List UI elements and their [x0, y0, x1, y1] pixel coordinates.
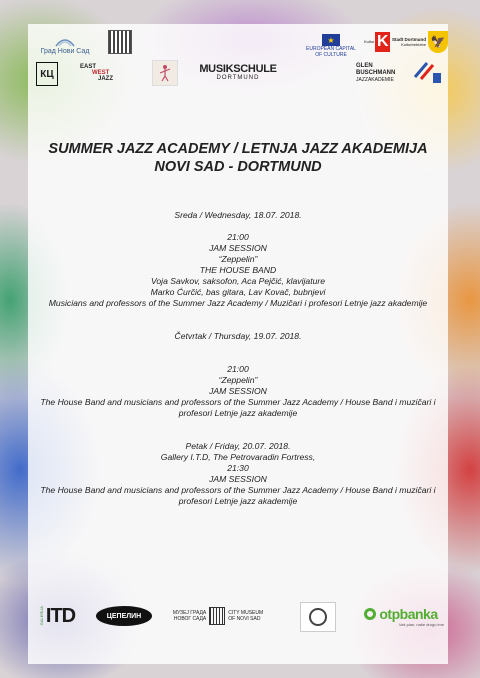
event-line: Gallery I.T.D, The Petrovaradin Fortress, [160, 452, 316, 462]
dancer-logo [152, 60, 178, 86]
zeppelin-icon: ЦЕПЕЛИН [96, 606, 152, 626]
event-line: 21:30 [227, 463, 249, 473]
eu-flag-icon: ★ [322, 34, 340, 46]
museum-building-icon [209, 607, 225, 625]
event-line: Sreda / Wednesday, 18.07. 2018. [174, 210, 302, 220]
kc-logo: КЦ [36, 62, 58, 86]
novi-sad-logo: Град Нови Сад [32, 30, 98, 60]
event-line: The House Band and musicians and professors of the Summer Jazz Academy / House Band i muzičari i [40, 485, 436, 495]
event-line: profesori Letnje jazz akademije [178, 408, 298, 418]
dortmund-eagle-icon: 🦅 [428, 31, 448, 53]
event-line: The House Band and musicians and professors of the Summer Jazz Academy / House Band i muzičari i [40, 397, 436, 407]
event-line: Četvrtak / Thursday, 19.07. 2018. [174, 331, 302, 341]
emblem-logo [300, 602, 336, 632]
dancer-figure-icon [158, 64, 172, 82]
event-line: Voja Savkov, saksofon, Aca Pejčić, klavijature [150, 276, 326, 286]
otp-symbol-icon [364, 608, 376, 620]
event-line: 21:00 [227, 364, 249, 374]
event-line: Petak / Friday, 20.07. 2018. [185, 441, 291, 451]
poster-title: SUMMER JAZZ ACADEMY / LETNJA JAZZ AKADEMIJA [48, 141, 428, 157]
crest-icon [309, 608, 327, 626]
dortmund-logo: Stadt Dortmund Kulturbetriebe 🦅 [392, 28, 448, 56]
main-content [28, 140, 448, 507]
otp-banka-logo: otpbanka Vaš plan, naše drugo ime [358, 602, 444, 630]
event-line: JAM SESSION [209, 243, 267, 253]
city-museum-logo: МУЗЕЈ ГРАДА НОВОГ САДА CITY MUSEUM OF NOVI SAD [170, 604, 266, 628]
event-line: profesori Letnje jazz akademije [178, 496, 298, 506]
event-line: JAM SESSION [209, 474, 267, 484]
top-logo-bar [28, 24, 448, 92]
glen-buschmann-logo: GLEN BUSCHMANN JAZZAKADEMIE [356, 63, 396, 83]
event-line: “Zeppelin” [218, 375, 258, 385]
event-line: “Zeppelin” [218, 254, 258, 264]
itd-gallery-logo: GALERIJA ITD [38, 604, 76, 627]
event-line: Musicians and professors of the Summer Jazz Academy / Muzičari i profesori Letnje jazz akademije [48, 298, 428, 308]
novi-sad-emblem-icon [54, 34, 76, 48]
event-line: Marko Ćurčić, bas gitara, Lav Kovač, bubnjevi [150, 287, 326, 297]
east-west-jazz-logo: EAST WEST JAZZ [80, 64, 113, 82]
eu-capital-logo: ★ EUROPEAN CAPITAL OF CULTURE [306, 35, 356, 58]
event-line: JAM SESSION [209, 386, 267, 396]
kultur-k-icon: K [376, 33, 389, 50]
event-thursday [28, 331, 448, 419]
event-friday [28, 441, 448, 507]
cepelin-logo [94, 602, 154, 630]
event-line: 21:00 [227, 232, 249, 242]
kultur-logo: Kultur K [364, 33, 389, 50]
event-line: THE HOUSE BAND [199, 265, 277, 275]
qr-logo [108, 30, 132, 54]
jazz-art-logo [412, 58, 444, 86]
poster-subtitle: NOVI SAD - DORTMUND [154, 159, 322, 175]
bottom-logo-bar [28, 598, 448, 634]
jazz-art-mark-icon [413, 59, 443, 85]
event-wednesday [28, 210, 448, 309]
musikschule-logo: MUSIKSCHULE DORTMUND [199, 63, 277, 81]
